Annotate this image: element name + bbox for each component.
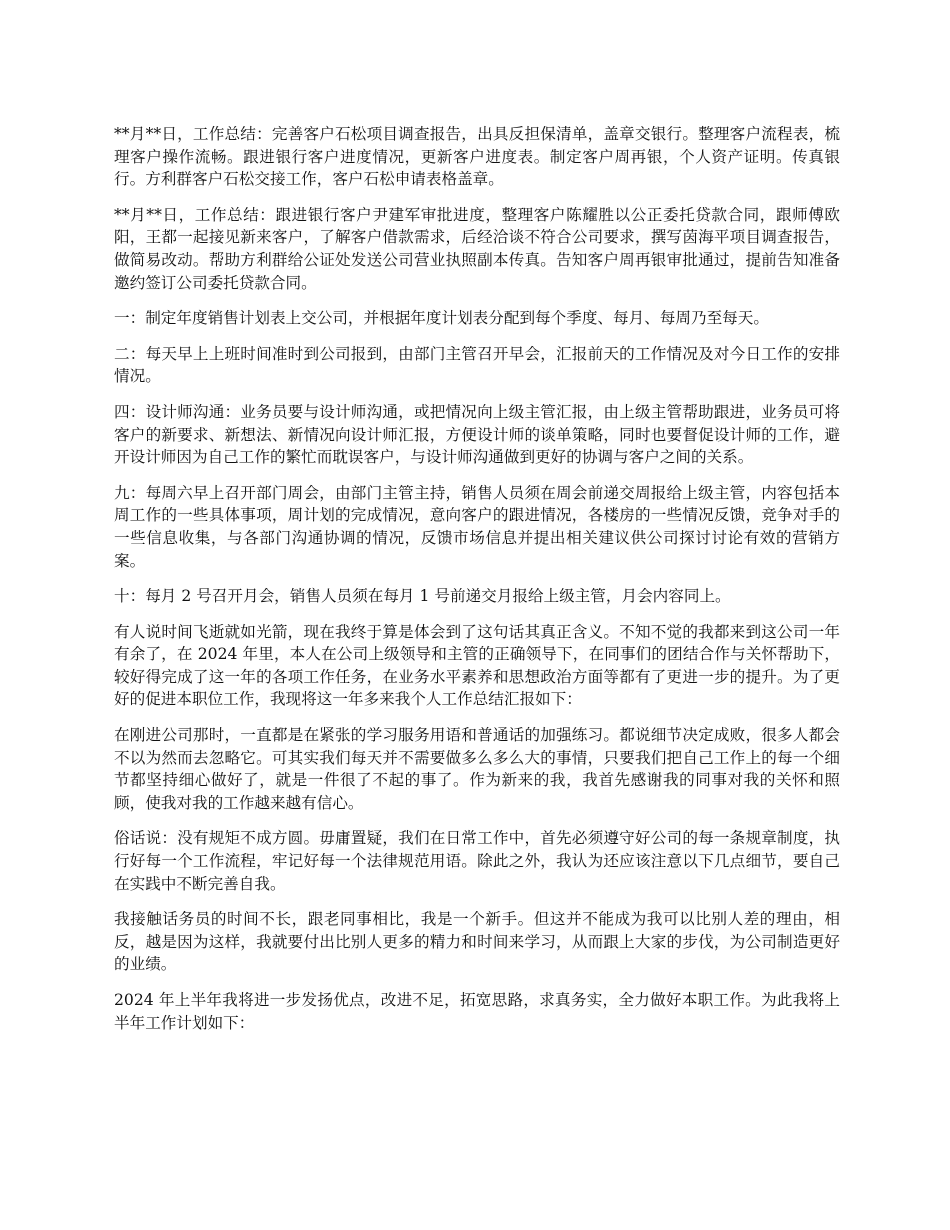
document-body bbox=[114, 123, 840, 1047]
paragraph: 2024 年上半年我将进一步发扬优点，改进不足，拓宽思路，求真务实，全力做好本职工作。为此我将上半年工作计划如下： bbox=[114, 991, 840, 1032]
paragraph: 我接触话务员的时间不长，跟老同事相比，我是一个新手。但这并不能成为我可以比别人差的理由，相反，越是因为这样，我就要付出比别人更多的精力和时间来学习，从而跟上大家的步伐，为公司制造更好的业绩。 bbox=[114, 910, 840, 974]
paragraph: 九：每周六早上召开部门周会，由部门主管主持，销售人员须在周会前递交周报给上级主管，内容包括本周工作的一些具体事项，周计划的完成情况，意向客户的跟进情况，各楼房的一些情况反馈，竞争对手的一些信息收集，与各部门沟通协调的情况，反馈市场信息并提出相关建议供公司探讨讨论有效的营销方案。 bbox=[114, 483, 840, 570]
paragraph: 一：制定年度销售计划表上交公司，并根据年度计划表分配到每个季度、每月、每周乃至每天。 bbox=[114, 309, 769, 328]
paragraph: 四：设计师沟通：业务员要与设计师沟通，或把情况向上级主管汇报，由上级主管帮助跟进，业务员可将客户的新要求、新想法、新情况向设计师汇报，方便设计师的谈单策略，同时也要督促设计师的工作，避开设计师因为自己工作的繁忙而耽误客户，与设计师沟通做到更好的协调与客户之间的关系。 bbox=[114, 402, 840, 467]
paragraph: **月**日，工作总结：跟进银行客户尹建军审批进度，整理客户陈耀胜以公正委托贷款合同，跟师傅欧阳，王都一起接见新来客户，了解客户借款需求，后经洽谈不符合公司要求，撰写茵海平项目调查报告，做简易改动。帮助方利群给公证处发送公司营业执照副本传真。告知客户周再银审批通过，提前告知准备邀约签订公司委托贷款合同。 bbox=[114, 205, 840, 292]
paragraph: 俗话说：没有规矩不成方圆。毋庸置疑，我们在日常工作中，首先必须遵守好公司的每一条规章制度，执行好每一个工作流程，牢记好每一个法律规范用语。除此之外，我认为还应该注意以下几点细节，要自己在实践中不断完善自我。 bbox=[114, 829, 840, 893]
paragraph: **月**日，工作总结：完善客户石松项目调查报告，出具反担保清单，盖章交银行。整理客户流程表，梳理客户操作流畅。跟进银行客户进度情况，更新客户进度表。制定客户周再银，个人资产证明。传真银行。方利群客户石松交接工作，客户石松申请表格盖章。 bbox=[114, 125, 840, 189]
paragraph: 二：每天早上上班时间准时到公司报到，由部门主管召开早会，汇报前天的工作情况及对今日工作的安排情况。 bbox=[114, 344, 840, 386]
paragraph: 十：每月 2 号召开月会，销售人员须在每月 1 号前递交月报给上级主管，月会内容同上。 bbox=[114, 587, 731, 606]
paragraph: 有人说时间飞逝就如光箭，现在我终于算是体会到了这句话其真正含义。不知不觉的我都来到这公司一年有余了，在 2024 年里，本人在公司上级领导和主管的正确领导下，在同事们的团结合作与关怀帮助下，较好得完成了这一年的各项工作任务，在业务水平素养和思想政治方面等都有了更进一步的提升。为了更好的促进本职位工作，我现将这一年多来我个人工作总结汇报如下： bbox=[114, 622, 840, 709]
paragraph: 在刚进公司那时，一直都是在紧张的学习服务用语和普通话的加强练习。都说细节决定成败，很多人都会不以为然而去忽略它。可其实我们每天并不需要做多么多么大的事情，只要我们把自己工作上的每一个细节都坚持细心做好了，就是一件很了不起的事了。作为新来的我，我首先感谢我的同事对我的关怀和照顾，使我对我的工作越来越有信心。 bbox=[114, 726, 840, 812]
